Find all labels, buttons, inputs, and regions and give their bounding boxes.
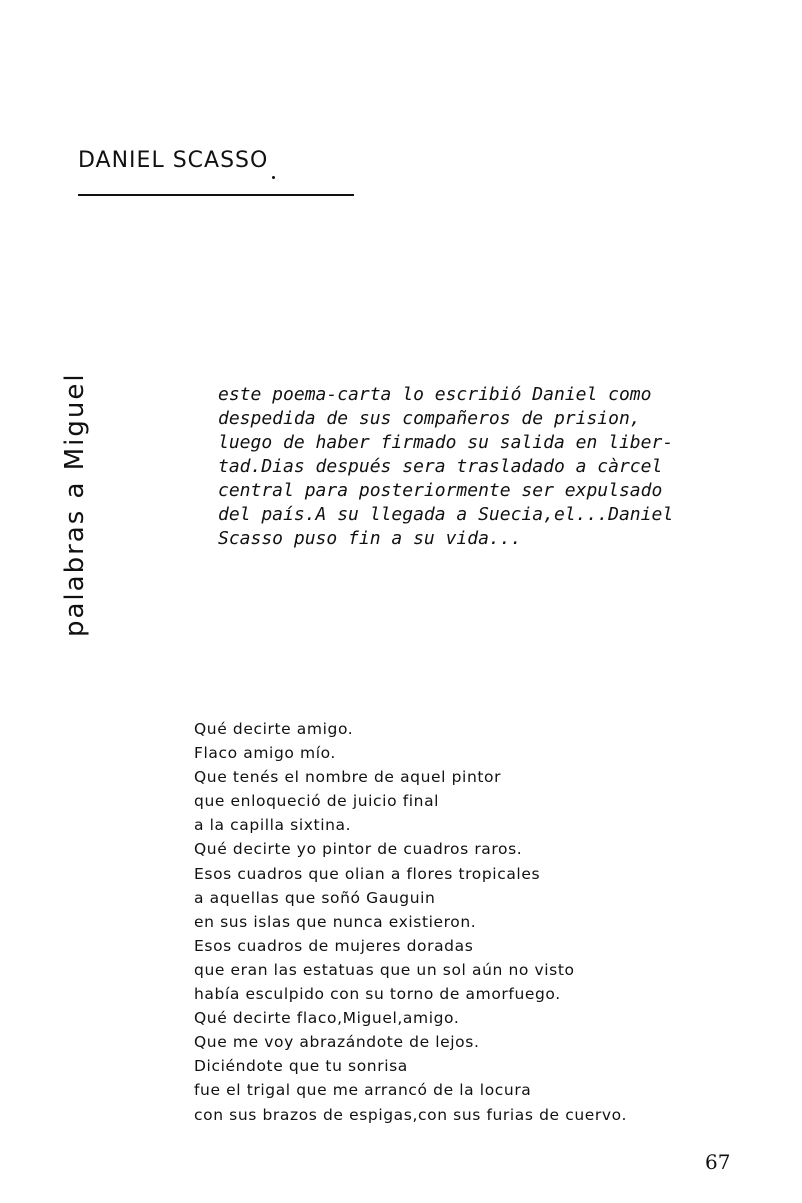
poem-line: en sus islas que nunca existieron. — [194, 912, 477, 931]
poem-line: que enloqueció de juicio final — [194, 792, 440, 811]
poem-line: Qué decirte yo pintor de cuadros raros. — [194, 840, 523, 859]
intro-line: tad.Dias después sera trasladado a càrcel — [218, 456, 663, 477]
poem-line: Esos cuadros de mujeres doradas — [194, 936, 474, 955]
intro-paragraph — [218, 383, 758, 551]
poem-line: que eran las estatuas que un sol aún no visto — [194, 960, 575, 979]
intro-line: luego de haber firmado su salida en liber- — [218, 432, 674, 453]
poem-line: Diciéndote que tu sonrisa — [194, 1057, 408, 1076]
intro-line: Scasso puso fin a su vida... — [218, 528, 522, 549]
poem-line: Qué decirte amigo. — [194, 720, 354, 738]
author-name: DANIEL SCASSO — [78, 148, 269, 173]
poem-line: Flaco amigo mío. — [194, 744, 336, 763]
intro-line: este poema-carta lo escribió Daniel como — [218, 384, 652, 405]
poem-line: Que tenés el nombre de aquel pintor — [194, 768, 502, 787]
stray-dot — [272, 176, 275, 179]
poem-line: fue el trigal que me arrancó de la locura — [194, 1081, 532, 1100]
poem-body — [194, 717, 734, 1127]
poem-line: Qué decirte flaco,Miguel,amigo. — [194, 1009, 460, 1028]
poem-line: Esos cuadros que olian a flores tropicales — [194, 864, 541, 883]
poem-line: Que me voy abrazándote de lejos. — [194, 1033, 480, 1052]
title-underline — [78, 194, 354, 196]
intro-line: despedida de sus compañeros de prision, — [218, 408, 641, 429]
intro-line: central para posteriormente ser expulsado — [218, 480, 663, 501]
poem-line: a aquellas que soñó Gauguin — [194, 888, 436, 907]
vertical-section-title: palabras a Miguel — [60, 372, 90, 637]
page-number: 67 — [705, 1150, 731, 1174]
poem-line: había esculpido con su torno de amorfuego. — [194, 985, 561, 1004]
intro-line: del país.A su llegada a Suecia,el...Daniel — [218, 504, 674, 525]
poem-line: con sus brazos de espigas,con sus furias de cuervo. — [194, 1105, 627, 1124]
poem-line: a la capilla sixtina. — [194, 816, 352, 835]
